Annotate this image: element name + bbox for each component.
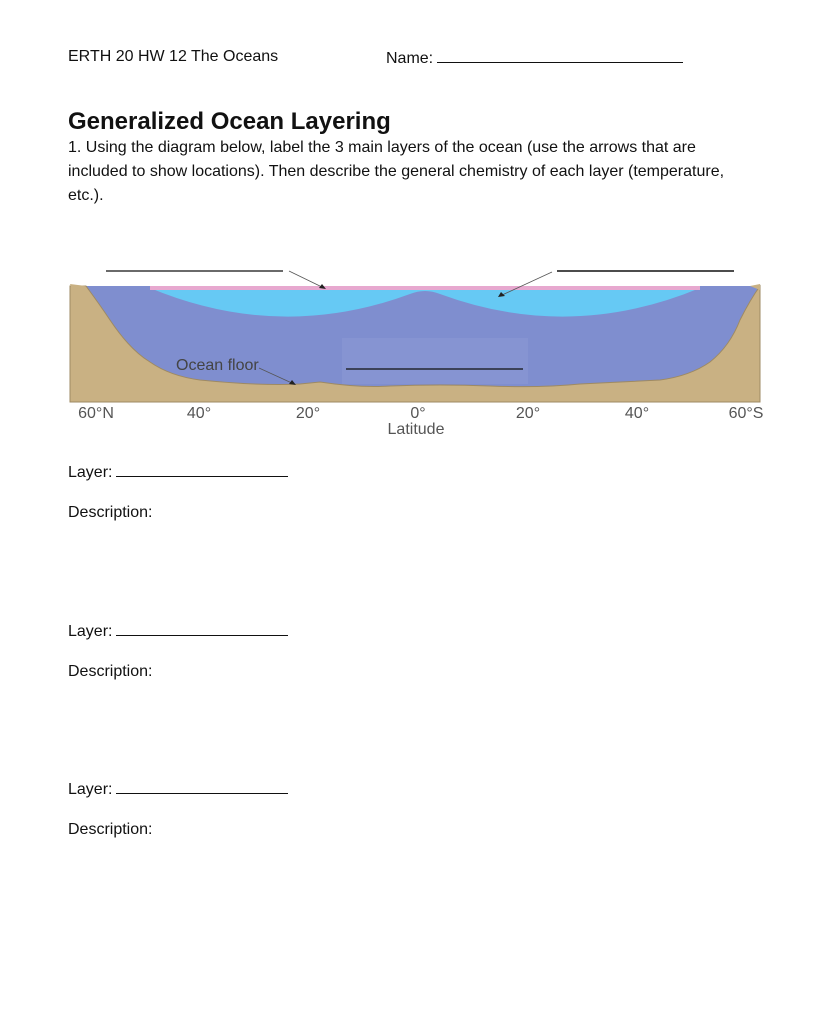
layer-blank[interactable] — [116, 779, 288, 794]
question-text: 1. Using the diagram below, label the 3 main layers of the ocean (use the arrows that are included to show locations). Then describe the general chemistry of each layer (temperature, etc.). — [68, 139, 725, 204]
answer-block-2 — [68, 621, 288, 681]
answer-block-3 — [68, 779, 288, 839]
layer-label: Layer: — [68, 623, 113, 640]
description-label: Description: — [68, 504, 153, 521]
axis-label: Latitude — [387, 421, 445, 438]
ocean-cross-section — [60, 250, 780, 450]
tick-label: 20° — [515, 405, 541, 422]
ocean-floor-label: Ocean floor — [176, 357, 259, 374]
deep-label-box — [342, 338, 528, 384]
header-course-title: ERTH 20 HW 12 The Oceans — [68, 48, 279, 65]
layer-line — [68, 621, 288, 641]
description-label: Description: — [68, 663, 153, 680]
layer-blank[interactable] — [116, 621, 288, 636]
layer-line — [68, 462, 288, 482]
layer-line — [68, 779, 288, 799]
tick-label: 0° — [410, 405, 426, 422]
tick-label: 60°N — [78, 405, 114, 422]
layer-label: Layer: — [68, 781, 113, 798]
layer-blank[interactable] — [116, 462, 288, 477]
arrow-surface — [289, 271, 324, 288]
tick-label: 40° — [624, 405, 650, 422]
section-title: Generalized Ocean Layering — [68, 108, 391, 135]
surface-layer — [150, 286, 700, 290]
tick-label: 20° — [295, 405, 321, 422]
layer-label: Layer: — [68, 464, 113, 481]
ocean-layering-diagram — [60, 250, 780, 450]
header-name-field — [386, 48, 683, 68]
answer-block-1 — [68, 462, 288, 522]
tick-label: 40° — [186, 405, 212, 422]
name-label: Name: — [386, 50, 434, 67]
description-label: Description: — [68, 821, 153, 838]
name-blank[interactable] — [437, 48, 683, 63]
tick-label: 60°S — [728, 405, 764, 422]
